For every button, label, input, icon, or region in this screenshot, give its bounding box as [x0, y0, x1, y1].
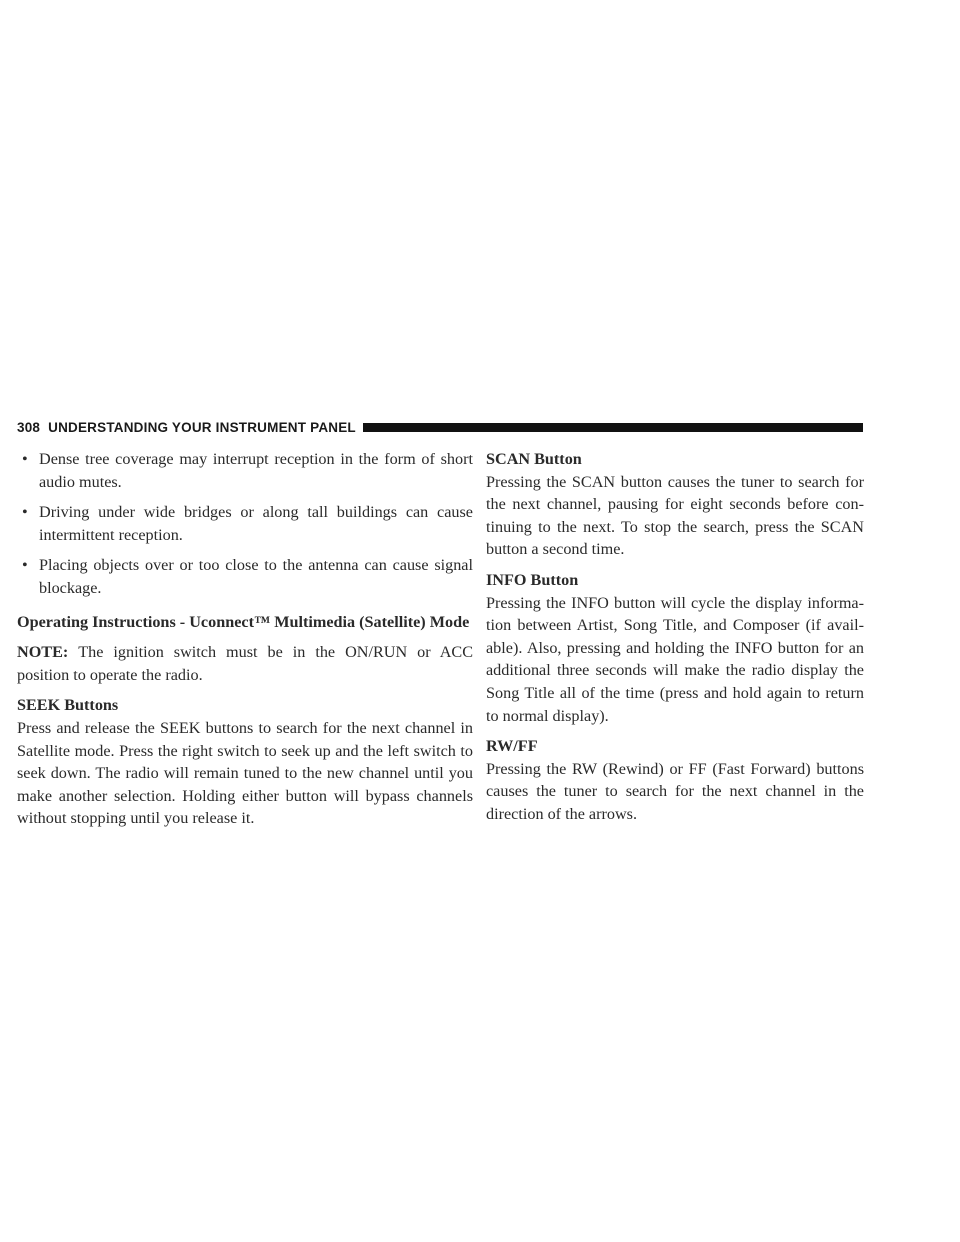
page-header	[17, 417, 863, 437]
bullet-text: Placing objects over or too close to the antenna can cause signal blockage.	[39, 556, 473, 597]
info-block	[486, 569, 864, 727]
bullet-item	[17, 501, 473, 546]
right-column	[486, 448, 864, 834]
header-rule	[363, 423, 863, 432]
info-heading: INFO Button	[486, 570, 579, 589]
rwff-text: Pressing the RW (Rewind) or FF (Fast Forward) buttons causes the tuner to search for the next channel in the direction of the arrows.	[486, 759, 864, 823]
bullet-icon: •	[22, 450, 28, 468]
seek-block	[17, 694, 473, 830]
section-title: UNDERSTANDING YOUR INSTRUMENT PANEL	[48, 419, 356, 435]
page-number: 308	[17, 419, 41, 435]
bullet-icon: •	[22, 503, 28, 522]
seek-heading: SEEK Buttons	[17, 696, 119, 715]
scan-text: Pressing the SCAN button causes the tuner to search for the next channel, pausing for eight seconds before con-tinuing to the next. To stop the search, press the SCAN button a second time.	[486, 472, 864, 559]
scan-block	[486, 448, 864, 561]
note-label: NOTE:	[17, 643, 69, 662]
seek-text: Press and release the SEEK buttons to search for the next channel in Satellite mode. Press the right switch to seek up and the left switch to seek down. The radio will remain tuned to the new channel until you make another selection. Holding either button will bypass channels without stopping until you release it.	[17, 718, 473, 828]
left-column	[17, 448, 473, 838]
scan-heading: SCAN Button	[486, 450, 582, 468]
rwff-block	[486, 735, 864, 825]
info-text: Pressing the INFO button will cycle the display informa-tion between Artist, Song Title, and Composer (if avail-able). Also, pressing and holding the INFO button for an additional three seconds will make the radio display the Song Title all of the time (press and hold again to return to normal display).	[486, 593, 864, 725]
note-paragraph	[17, 641, 473, 686]
rwff-heading: RW/FF	[486, 737, 538, 756]
section-heading: Operating Instructions - Uconnect™ Multimedia (Satellite) Mode	[17, 612, 470, 631]
bullet-item	[17, 448, 473, 493]
bullet-icon: •	[22, 556, 28, 575]
bullet-item	[17, 554, 473, 599]
note-text: The ignition switch must be in the ON/RUN or ACC position to operate the radio.	[17, 643, 473, 684]
bullet-text: Driving under wide bridges or along tall buildings can cause intermittent reception.	[39, 503, 473, 544]
bullet-text: Dense tree coverage may interrupt reception in the form of short audio mutes.	[39, 450, 473, 491]
